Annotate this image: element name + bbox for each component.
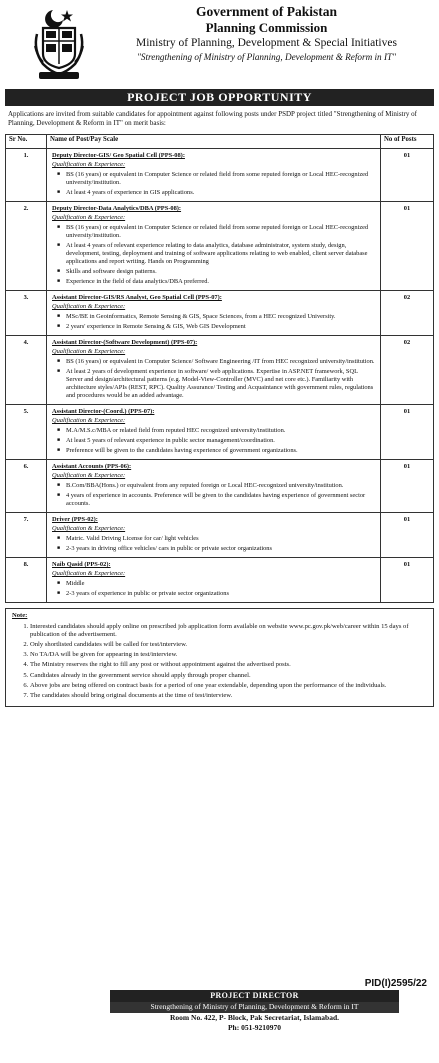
list-item: ■ BS (16 years) or equivalent in Computer Science or related field from some reputed foreign or Local HEC-recognized university/institution. [66, 171, 376, 187]
job-opportunity-banner: PROJECT JOB OPPORTUNITY [5, 89, 434, 106]
requirements-list [52, 358, 376, 400]
row-post-count: 02 [381, 291, 434, 336]
row-post-count: 01 [381, 405, 434, 460]
requirements-list [52, 224, 376, 286]
row-post-details [47, 202, 381, 291]
notes-box [5, 608, 434, 707]
note-item: 2. Only shortlisted candidates will be called for test/interview. [30, 641, 427, 650]
footer-project-name: Strengthening of Ministry of Planning, Development & Reform in IT [110, 1002, 399, 1013]
row-post-details [47, 558, 381, 603]
note-item: 4. The Ministry reserves the right to fill any post or without appointment against the advertised posts. [30, 661, 427, 670]
row-sr-no: 7. [6, 513, 47, 558]
footer-phone: Ph: 051-9210970 [227, 1023, 282, 1032]
qualification-label: Qualification & Experience: [52, 303, 126, 310]
requirements-list [52, 313, 376, 331]
table-row [6, 513, 434, 558]
row-sr-no: 8. [6, 558, 47, 603]
table-row [6, 202, 434, 291]
table-row [6, 149, 434, 202]
row-post-count: 02 [381, 336, 434, 405]
row-sr-no: 4. [6, 336, 47, 405]
qualification-label: Qualification & Experience: [52, 417, 126, 424]
list-item: ■ BS (16 years) or equivalent in Computer Science/ Software Engineering /IT from HEC recognized university/institution. [66, 358, 376, 366]
ministry-title: Ministry of Planning, Development & Special Initiatives [136, 37, 397, 49]
footer-designation: PROJECT DIRECTOR [110, 990, 399, 1002]
row-sr-no: 5. [6, 405, 47, 460]
row-post-details [47, 149, 381, 202]
post-title: Assistant Director-(Software Development) (PPS-07): [52, 339, 198, 346]
project-tagline: "Strengthening of Ministry of Planning, Development & Reform in IT" [137, 52, 396, 62]
list-item: ■ 2-3 years in driving office vehicles/ cars in public or private sector organizations [66, 545, 376, 553]
row-post-details [47, 336, 381, 405]
qualification-label: Qualification & Experience: [52, 348, 126, 355]
list-item: ■ At least 4 years of experience in GIS applications. [66, 189, 376, 197]
intro-paragraph: Applications are invited from suitable candidates for appointment against following posts under PSDP project titled "Strengthening of Ministry of Planning, Development & Reform in IT" on merit basis: [8, 110, 417, 127]
list-item: ■ Preference will be given to the candidates having experience of government organizations. [66, 447, 376, 455]
row-post-details [47, 513, 381, 558]
post-title: Driver (PPS-02): [52, 516, 98, 523]
note-item: 7. The candidates should bring original documents at the time of test/interview. [30, 692, 427, 701]
row-post-count: 01 [381, 149, 434, 202]
table-row [6, 291, 434, 336]
posts-table [5, 134, 434, 603]
notes-list [12, 623, 427, 701]
list-item: ■ Experience in the field of data analytics/DBA preferred. [66, 278, 376, 286]
government-title: Government of Pakistan [196, 4, 337, 19]
qualification-label: Qualification & Experience: [52, 525, 126, 532]
row-post-count: 01 [381, 202, 434, 291]
note-item: 5. Candidates already in the government service should apply through proper channel. [30, 672, 427, 681]
list-item: ■ At least 5 years of relevant experience in public sector management/coordination. [66, 437, 376, 445]
requirements-list [52, 482, 376, 508]
qualification-label: Qualification & Experience: [52, 161, 126, 168]
notes-title: Note: [12, 612, 28, 619]
note-item: 6. Above jobs are being offered on contract basis for a period of one year extendable, depending upon the performance of the individuals. [30, 682, 427, 691]
row-sr-no: 6. [6, 460, 47, 513]
state-emblem-icon [31, 6, 87, 82]
qualification-label: Qualification & Experience: [52, 472, 126, 479]
qualification-label: Qualification & Experience: [52, 214, 126, 221]
note-item: 1. Interested candidates should apply online on prescribed job application form available on website www.pc.gov.pk/web/career within 15 days of publication of the advertisement. [30, 623, 427, 640]
requirements-list [52, 535, 376, 553]
requirements-list [52, 427, 376, 455]
note-item: 3. No TA/DA will be given for appearing in test/interview. [30, 651, 427, 660]
header-post-name: Name of Post/Pay Scale [47, 135, 381, 149]
pid-number: PID(I)2595/22 [364, 978, 427, 989]
row-post-details [47, 291, 381, 336]
row-sr-no: 1. [6, 149, 47, 202]
requirements-list [52, 580, 376, 598]
qualification-label: Qualification & Experience: [52, 570, 126, 577]
list-item: ■ At least 2 years of development experience in software/ web applications. Expertise in ASP.NET framework, SQL Server and design/architectural patterns (e.g. Model-View-Controller (MVC) and net core etc.). Familiarity with architecture styles/APIs (REST, RPC). Quality Assurance/ Testing and Acquaintance with government rules, regulations and procedures would be an added advantage. [66, 368, 376, 400]
row-post-count: 01 [381, 558, 434, 603]
row-post-details [47, 405, 381, 460]
row-sr-no: 2. [6, 202, 47, 291]
table-row [6, 336, 434, 405]
header-no-of-posts: No of Posts [381, 135, 434, 149]
list-item: ■ 4 years of experience in accounts. Preference will be given to the candidates having experience of government sector accounts. [66, 492, 376, 508]
list-item: ■ M.A/M.S.c/MBA or related field from reputed HEC recognized university/institution. [66, 427, 376, 435]
list-item: ■ 2-3 years of experience in public or private sector organizations [66, 590, 376, 598]
list-item: ■ Matric. Valid Driving License for car/ light vehicles [66, 535, 376, 543]
table-row [6, 460, 434, 513]
header [5, 0, 434, 88]
table-row [6, 405, 434, 460]
row-sr-no: 3. [6, 291, 47, 336]
post-title: Naib Qasid (PPS-02): [52, 561, 111, 568]
requirements-list [52, 171, 376, 197]
post-title: Assistant Director-(Coord.) (PPS-07): [52, 408, 155, 415]
footer-address: Room No. 422, P- Block, Pak Secretariat, Islamabad. [169, 1012, 340, 1022]
list-item: ■ BS (16 years) or equivalent in Computer Science or related field from some reputed foreign or Local HEC-recognized university/institution. [66, 224, 376, 240]
post-title: Assistant Accounts (PPS-06): [52, 463, 132, 470]
list-item: ■ Skills and software design patterns. [66, 268, 376, 276]
row-post-count: 01 [381, 460, 434, 513]
list-item: ■ At least 4 years of relevant experience relating to data analytics, database administrator, system study, design, development, testing, deployment and training of software applications relating to web enabled, client server database applications and report writing. Hands on Programming [66, 242, 376, 266]
table-row [6, 558, 434, 603]
list-item: ■ MSc/BE in Geoinformatics, Remote Sensing & GIS, Space Sciences, from a HEC recognized University. [66, 313, 376, 321]
row-post-details [47, 460, 381, 513]
list-item: ■ Middle [66, 580, 376, 588]
list-item: ■ B.Com/BBA(Hons.) or equivalent from any reputed foreign or Local HEC-recognized university/institution. [66, 482, 376, 490]
post-title: Deputy Director-GIS/ Geo Spatial Cell (PPS-08): [52, 152, 185, 159]
post-title: Deputy Director-Data Analytics/DBA (PPS-08): [52, 205, 182, 212]
list-item: ■ 2 years' experience in Remote Sensing & GIS, Web GIS Development [66, 323, 376, 331]
footer-contact [110, 990, 399, 1034]
header-sr-no: Sr No. [6, 135, 47, 149]
commission-title: Planning Commission [205, 20, 328, 35]
post-title: Assistant Director-GIS/RS Analyst, Geo Spatial Cell (PPS-07): [52, 294, 222, 301]
row-post-count: 01 [381, 513, 434, 558]
